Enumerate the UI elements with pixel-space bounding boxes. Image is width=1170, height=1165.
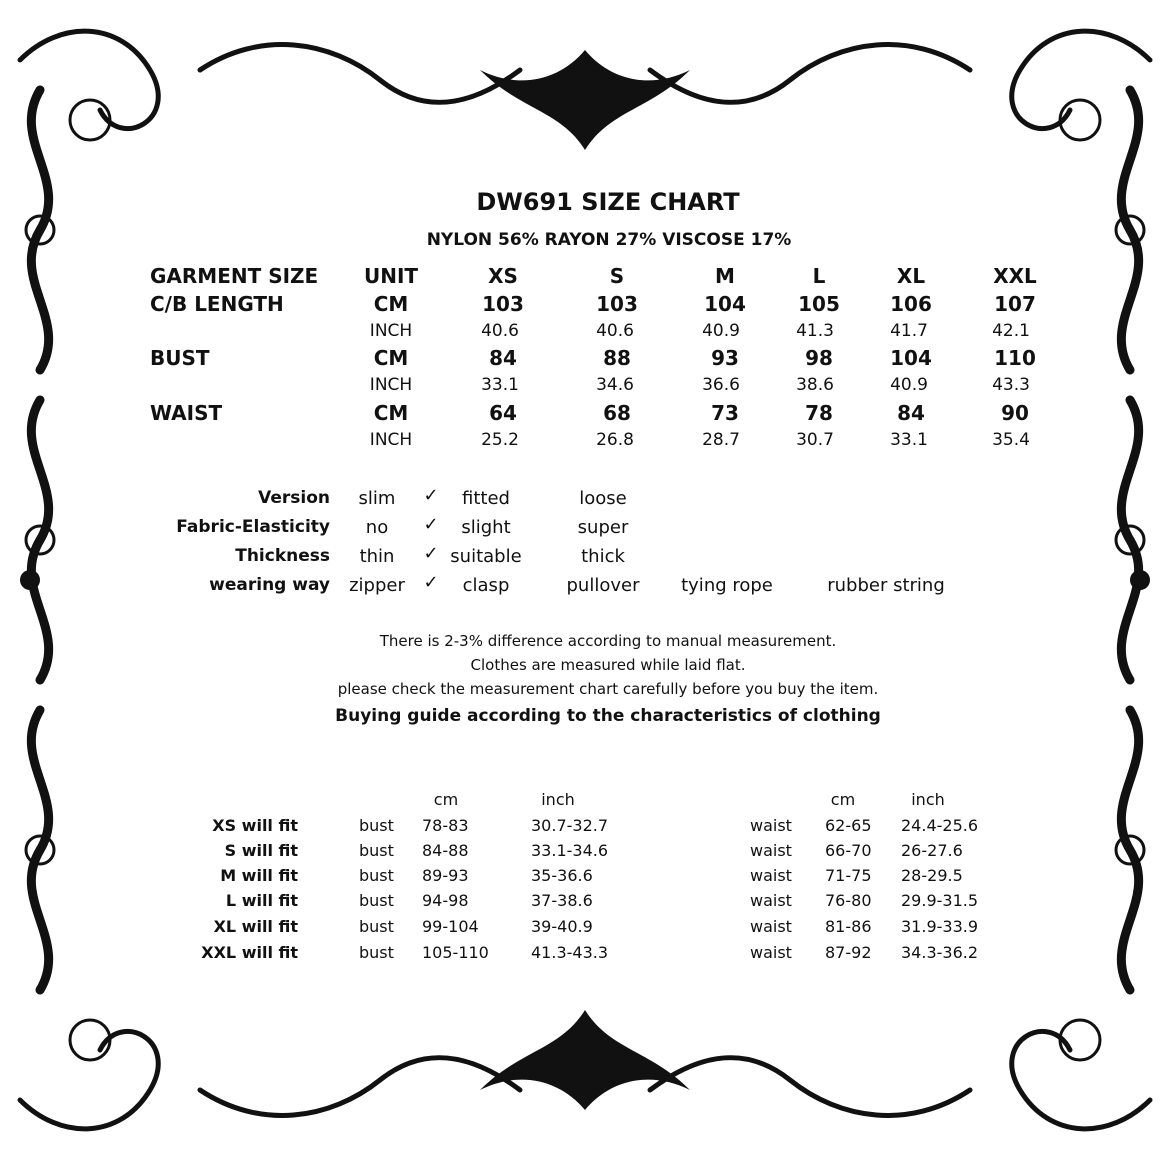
option-no: no <box>365 517 389 538</box>
waist-xxl-inch: 35.4 <box>992 430 1030 450</box>
bust-xl-cm: 104 <box>890 346 932 370</box>
unit-cm: CM <box>373 346 409 370</box>
fabric-composition: NYLON 56% RAYON 27% VISCOSE 17% <box>426 230 792 250</box>
header-size-xs: XS <box>488 264 518 288</box>
guide-bust-cm: 89-93 <box>422 866 469 885</box>
guide-waist: waist <box>750 943 792 962</box>
header-size-xl: XL <box>896 264 926 288</box>
guide-bust-cm: 78-83 <box>422 816 469 835</box>
guide-bust-inch: 37-38.6 <box>531 891 593 910</box>
guide-label-xl: XL will fit <box>213 917 298 936</box>
note-difference: There is 2-3% difference according to manual measurement. <box>379 632 837 650</box>
option-clasp: clasp <box>462 575 510 596</box>
header-size-m: M <box>715 264 735 288</box>
cb-length-xl-inch: 41.7 <box>890 321 928 341</box>
guide-waist-cm: 71-75 <box>825 866 872 885</box>
guide-waist: waist <box>750 891 792 910</box>
waist-xl-inch: 33.1 <box>890 430 928 450</box>
waist-xxl-cm: 90 <box>1001 401 1029 425</box>
note-check-chart: please check the measurement chart carefully before you buy the item. <box>337 680 879 698</box>
waist-l-inch: 30.7 <box>796 430 834 450</box>
buying-guide-title: Buying guide according to the characteristics of clothing <box>335 706 881 726</box>
guide-bust-cm: 99-104 <box>422 917 479 936</box>
waist-s-cm: 68 <box>603 401 631 425</box>
option-thin: thin <box>359 546 395 567</box>
option-zipper: zipper <box>349 575 405 596</box>
guide-waist-inch: 26-27.6 <box>901 841 963 860</box>
guide-waist: waist <box>750 816 792 835</box>
note-laid-flat: Clothes are measured while laid flat. <box>470 656 746 674</box>
bust-l-cm: 98 <box>805 346 833 370</box>
option-pullover: pullover <box>566 575 640 596</box>
waist-xs-cm: 64 <box>489 401 517 425</box>
cb-length-xxl-cm: 107 <box>994 292 1036 316</box>
guide-bust: bust <box>359 917 394 936</box>
guide-col-cm-waist: cm <box>830 790 856 809</box>
guide-waist-cm: 66-70 <box>825 841 872 860</box>
waist-xs-inch: 25.2 <box>481 430 519 450</box>
cb-length-l-cm: 105 <box>798 292 840 316</box>
bust-l-inch: 38.6 <box>796 375 834 395</box>
header-size-l: L <box>812 264 826 288</box>
unit-inch: INCH <box>369 375 413 395</box>
unit-inch: INCH <box>369 430 413 450</box>
cb-length-xs-inch: 40.6 <box>481 321 519 341</box>
header-garment-size: GARMENT SIZE <box>150 264 319 288</box>
option-super: super <box>577 517 629 538</box>
guide-bust-cm: 94-98 <box>422 891 469 910</box>
unit-inch: INCH <box>369 321 413 341</box>
checkmark-icon: ✓ <box>423 514 439 535</box>
guide-waist-inch: 31.9-33.9 <box>901 917 979 936</box>
guide-waist-cm: 62-65 <box>825 816 872 835</box>
attr-label-fabric-elasticity: Fabric-Elasticity <box>176 517 330 537</box>
option-slight: slight <box>461 517 511 538</box>
guide-waist-cm: 87-92 <box>825 943 872 962</box>
guide-waist-inch: 28-29.5 <box>901 866 963 885</box>
guide-col-cm-bust: cm <box>433 790 459 809</box>
page-title: DW691 SIZE CHART <box>476 188 740 216</box>
option-suitable: suitable <box>450 546 522 567</box>
guide-bust: bust <box>359 841 394 860</box>
row-label-cb-length: C/B LENGTH <box>150 292 284 316</box>
attr-label-version: Version <box>258 488 330 508</box>
cb-length-m-inch: 40.9 <box>702 321 740 341</box>
guide-waist: waist <box>750 841 792 860</box>
guide-bust-cm: 105-110 <box>422 943 489 962</box>
header-size-xxl: XXL <box>993 264 1037 288</box>
checkmark-icon: ✓ <box>423 572 439 593</box>
guide-bust: bust <box>359 943 394 962</box>
checkmark-icon: ✓ <box>423 485 439 506</box>
guide-col-inch-bust: inch <box>541 790 575 809</box>
waist-l-cm: 78 <box>805 401 833 425</box>
bust-s-cm: 88 <box>603 346 631 370</box>
bust-xl-inch: 40.9 <box>890 375 928 395</box>
unit-cm: CM <box>373 292 409 316</box>
cb-length-s-inch: 40.6 <box>596 321 634 341</box>
cb-length-xs-cm: 103 <box>482 292 524 316</box>
bust-xs-inch: 33.1 <box>481 375 519 395</box>
guide-label-xxl: XXL will fit <box>201 943 298 962</box>
header-size-s: S <box>609 264 625 288</box>
row-label-bust: BUST <box>150 346 210 370</box>
guide-bust-cm: 84-88 <box>422 841 469 860</box>
attr-label-wearing-way: wearing way <box>209 575 330 595</box>
waist-m-cm: 73 <box>711 401 739 425</box>
guide-bust-inch: 30.7-32.7 <box>531 816 609 835</box>
guide-bust: bust <box>359 866 394 885</box>
cb-length-l-inch: 41.3 <box>796 321 834 341</box>
waist-s-inch: 26.8 <box>596 430 634 450</box>
option-slim: slim <box>358 488 396 509</box>
guide-label-xs: XS will fit <box>212 816 298 835</box>
guide-waist: waist <box>750 866 792 885</box>
option-fitted: fitted <box>462 488 510 509</box>
bust-xxl-inch: 43.3 <box>992 375 1030 395</box>
option-loose: loose <box>579 488 627 509</box>
bust-xs-cm: 84 <box>489 346 517 370</box>
guide-bust-inch: 33.1-34.6 <box>531 841 609 860</box>
bust-s-inch: 34.6 <box>596 375 634 395</box>
attr-label-thickness: Thickness <box>235 546 330 566</box>
guide-waist-cm: 76-80 <box>825 891 872 910</box>
guide-col-inch-waist: inch <box>911 790 945 809</box>
cb-length-xl-cm: 106 <box>890 292 932 316</box>
bust-m-inch: 36.6 <box>702 375 740 395</box>
cb-length-m-cm: 104 <box>704 292 746 316</box>
cb-length-xxl-inch: 42.1 <box>992 321 1030 341</box>
cb-length-s-cm: 103 <box>596 292 638 316</box>
waist-xl-cm: 84 <box>897 401 925 425</box>
guide-bust-inch: 39-40.9 <box>531 917 593 936</box>
guide-waist-inch: 29.9-31.5 <box>901 891 979 910</box>
unit-cm: CM <box>373 401 409 425</box>
option-thick: thick <box>581 546 625 567</box>
checkmark-icon: ✓ <box>423 543 439 564</box>
guide-bust: bust <box>359 816 394 835</box>
row-label-waist: WAIST <box>150 401 223 425</box>
guide-bust-inch: 35-36.6 <box>531 866 593 885</box>
guide-label-s: S will fit <box>224 841 298 860</box>
guide-label-m: M will fit <box>220 866 298 885</box>
option-rubber-string: rubber string <box>827 575 945 596</box>
guide-waist-inch: 34.3-36.2 <box>901 943 979 962</box>
bust-m-cm: 93 <box>711 346 739 370</box>
guide-waist-inch: 24.4-25.6 <box>901 816 979 835</box>
waist-m-inch: 28.7 <box>702 430 740 450</box>
guide-waist: waist <box>750 917 792 936</box>
bust-xxl-cm: 110 <box>994 346 1036 370</box>
header-unit: UNIT <box>363 264 419 288</box>
guide-label-l: L will fit <box>225 891 298 910</box>
guide-waist-cm: 81-86 <box>825 917 872 936</box>
guide-bust-inch: 41.3-43.3 <box>531 943 609 962</box>
option-tying-rope: tying rope <box>681 575 773 596</box>
guide-bust: bust <box>359 891 394 910</box>
